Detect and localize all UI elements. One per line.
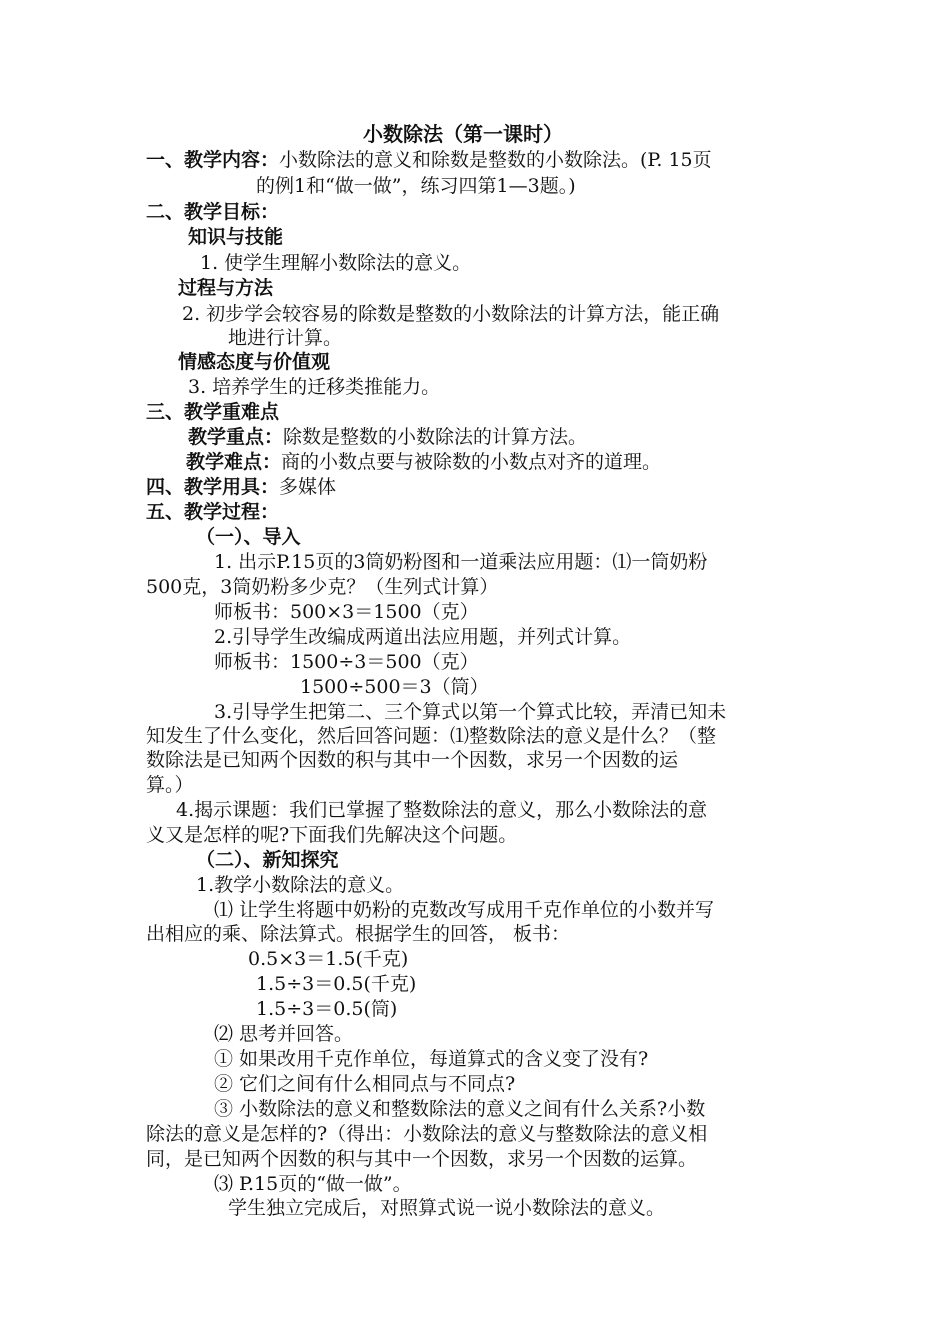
key-point-heading: 教学重点： bbox=[188, 426, 284, 448]
part-1-line: 1500÷500＝3（筒） bbox=[300, 676, 489, 698]
part-2-line: 除法的意义是怎样的?（得出：小数除法的意义与整数除法的意义相 bbox=[146, 1123, 708, 1145]
difficult-point bbox=[186, 450, 661, 474]
part-2-formula: 1.5÷3＝0.5(千克) bbox=[256, 973, 417, 995]
part-2-formula: 1.5÷3＝0.5(筒) bbox=[256, 998, 398, 1020]
part-1-line: 4.揭示课题：我们已掌握了整数除法的意义，那么小数除法的意 bbox=[176, 799, 708, 821]
part-2-line: ① 如果改用千克作单位，每道算式的含义变了没有? bbox=[214, 1048, 649, 1070]
goal-1: 1. 使学生理解小数除法的意义。 bbox=[200, 252, 472, 274]
part-1-line: 2.引导学生改编成两道出法应用题，并列式计算。 bbox=[214, 626, 632, 648]
part-1-line: 3.引导学生把第二、三个算式以第一个算式比较，弄清已知未 bbox=[214, 701, 727, 723]
part-2-line: 学生独立完成后，对照算式说一说小数除法的意义。 bbox=[228, 1197, 666, 1219]
section-5-heading: 五、教学过程： bbox=[146, 501, 280, 523]
process-heading: 过程与方法 bbox=[178, 277, 274, 299]
page-title: 小数除法（第一课时） bbox=[363, 122, 563, 146]
part-2-line: ③ 小数除法的意义和整数除法的意义之间有什么关系?小数 bbox=[214, 1098, 706, 1120]
knowledge-heading: 知识与技能 bbox=[188, 226, 284, 248]
difficult-point-heading: 教学难点： bbox=[186, 451, 282, 473]
part-1-line: 师板书：500×3＝1500（克） bbox=[214, 601, 479, 623]
part-1-line: 数除法是已知两个因数的积与其中一个因数，求另一个因数的运 bbox=[146, 749, 679, 771]
emotion-heading: 情感态度与价值观 bbox=[178, 351, 331, 373]
part-1-line: 算。） bbox=[146, 774, 194, 796]
part-2-formula: 0.5×3＝1.5(千克) bbox=[248, 948, 409, 970]
section-3-heading: 三、教学重难点 bbox=[146, 401, 280, 423]
section-4-text: 多媒体 bbox=[279, 476, 337, 498]
section-1-heading: 一、教学内容： bbox=[146, 149, 280, 171]
difficult-point-text: 商的小数点要与被除数的小数点对齐的道理。 bbox=[281, 451, 662, 473]
key-point bbox=[188, 425, 587, 449]
key-point-text: 除数是整数的小数除法的计算方法。 bbox=[283, 426, 588, 448]
goal-2-cont: 地进行计算。 bbox=[228, 327, 343, 349]
part-2-line: ⑶ P.15页的“做一做”。 bbox=[214, 1173, 412, 1195]
section-4 bbox=[146, 475, 336, 499]
section-2-heading: 二、教学目标： bbox=[146, 201, 280, 223]
part-2-line: ② 它们之间有什么相同点与不同点? bbox=[214, 1073, 516, 1095]
section-1-text: 小数除法的意义和除数是整数的小数除法。(P. 15页 bbox=[279, 149, 712, 171]
section-4-heading: 四、教学用具： bbox=[146, 476, 280, 498]
part-2-line: ⑵ 思考并回答。 bbox=[214, 1023, 354, 1045]
part-2-line: ⑴ 让学生将题中奶粉的克数改写成用千克作单位的小数并写 bbox=[214, 899, 715, 921]
part-2-line: 出相应的乘、除法算式。根据学生的回答， 板书： bbox=[146, 923, 571, 945]
goal-3: 3. 培养学生的迁移类推能力。 bbox=[188, 376, 441, 398]
part-2-line: 同，是已知两个因数的积与其中一个因数，求另一个因数的运算。 bbox=[146, 1148, 698, 1170]
part-1-line: 师板书：1500÷3＝500（克） bbox=[214, 651, 479, 673]
part-1-line: 500克，3筒奶粉多少克？（生列式计算） bbox=[146, 576, 499, 598]
part-1-line: 义又是怎样的呢?下面我们先解决这个问题。 bbox=[146, 824, 518, 846]
part-1-heading: （一）、导入 bbox=[196, 526, 301, 548]
part-2-line: 1.教学小数除法的意义。 bbox=[196, 874, 405, 896]
section-1-text-cont: 的例1和“做一做”，练习四第1—3题。) bbox=[256, 175, 576, 197]
part-1-line: 知发生了什么变化，然后回答问题：⑴整数除法的意义是什么？（整 bbox=[146, 725, 717, 747]
goal-2: 2. 初步学会较容易的除数是整数的小数除法的计算方法，能正确 bbox=[182, 303, 720, 325]
part-1-line: 1. 出示P.15页的3筒奶粉图和一道乘法应用题：⑴一筒奶粉 bbox=[214, 551, 708, 573]
section-1 bbox=[146, 148, 712, 172]
part-2-heading: （二）、新知探究 bbox=[196, 849, 339, 871]
